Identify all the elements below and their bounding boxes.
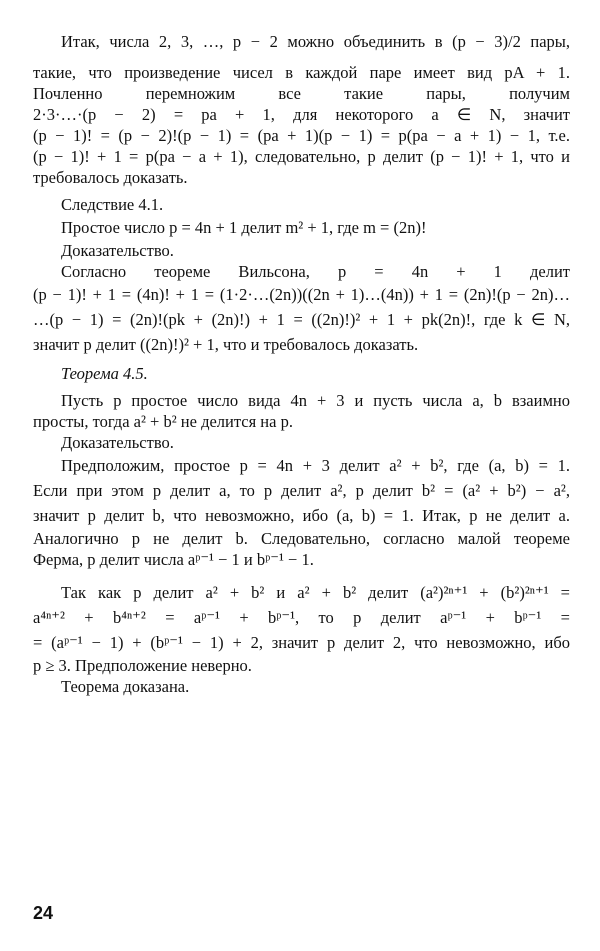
text-line: 2·3·…·(p − 2) = pa + 1, для некоторого a ∈ N, значит: [33, 105, 570, 124]
text-line: требовалось доказать.: [33, 168, 188, 187]
text-line: Ферма, p делит числа aᵖ⁻¹ − 1 и bᵖ⁻¹ − 1.: [33, 550, 314, 569]
text-line: Согласно теореме Вильсона, p = 4n + 1 делит: [61, 262, 570, 281]
theorem-heading: Теорема 4.5.: [61, 364, 148, 383]
text-line: значит p делит ((2n)!)² + 1, что и требовалось доказать.: [33, 335, 419, 354]
proof-heading: Доказательство.: [61, 433, 174, 452]
proof-heading: Доказательство.: [61, 241, 174, 260]
text-line: Итак, числа 2, 3, …, p − 2 можно объединить в (p − 3)/2 пары,: [61, 32, 570, 51]
text-line: a⁴ⁿ⁺² + b⁴ⁿ⁺² = aᵖ⁻¹ + bᵖ⁻¹, то p делит aᵖ⁻¹ + bᵖ⁻¹ =: [33, 608, 570, 627]
text-line: (p − 1)! + 1 = p(pa − a + 1), следовательно, p делит (p − 1)! + 1, что и: [33, 147, 570, 166]
text-line: значит p делит b, что невозможно, ибо (a, b) = 1. Итак, p не делит a.: [33, 506, 570, 525]
text-line: …(p − 1) = (2n)!(pk + (2n)!) + 1 = ((2n)!)² + 1 + pk(2n)!, где k ∈ N,: [33, 310, 570, 329]
text-line: Почленно перемножим все такие пары, получим: [33, 84, 570, 103]
text-line: (p − 1)! + 1 = (4n)! + 1 = (1·2·…(2n))((2n + 1)…(4n)) + 1 = (2n)!(p − 2n)…: [33, 285, 570, 304]
corollary-heading: Следствие 4.1.: [61, 195, 164, 214]
text-line: (p − 1)! = (p − 2)!(p − 1) = (pa + 1)(p − 1) = p(pa − a + 1) − 1, т.е.: [33, 126, 570, 145]
text-line: p ≥ 3. Предположение неверно.: [33, 656, 252, 675]
text-line: просты, тогда a² + b² не делится на p.: [33, 412, 293, 431]
page-number: 24: [33, 903, 54, 923]
text-line: Аналогично p не делит b. Следовательно, согласно малой теореме: [33, 529, 570, 548]
text-line: Простое число p = 4n + 1 делит m² + 1, где m = (2n)!: [61, 218, 427, 237]
conclusion-line: Теорема доказана.: [61, 677, 190, 696]
text-line: Предположим, простое p = 4n + 3 делит a² + b², где (a, b) = 1.: [61, 456, 570, 475]
text-line: Пусть p простое число вида 4n + 3 и пусть числа a, b взаимно: [61, 391, 570, 410]
text-line: = (aᵖ⁻¹ − 1) + (bᵖ⁻¹ − 1) + 2, значит p делит 2, что невозможно, ибо: [33, 633, 570, 652]
text-line: такие, что произведение чисел в каждой паре имеет вид pA + 1.: [33, 63, 570, 82]
text-line: Если при этом p делит a, то p делит a², p делит b² = (a² + b²) − a²,: [33, 481, 570, 500]
text-line: Так как p делит a² + b² и a² + b² делит (a²)²ⁿ⁺¹ + (b²)²ⁿ⁺¹ =: [61, 583, 570, 602]
